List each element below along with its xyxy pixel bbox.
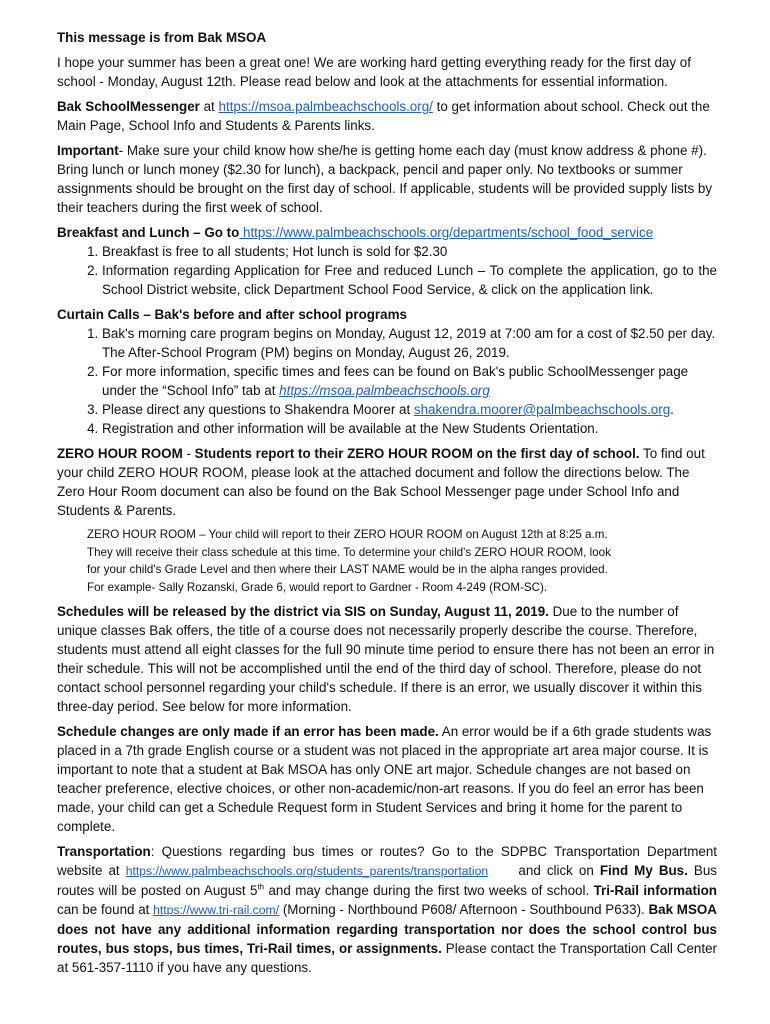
curtain-item-3-text: Please direct any questions to Shakendra Moorer at: [102, 402, 414, 417]
zero-hour-bold: Students report to their ZERO HOUR ROOM on the first day of school.: [194, 446, 640, 461]
zero-hour-quote: [87, 526, 717, 596]
curtain-heading: Curtain Calls – Bak's before and after school programs: [57, 307, 407, 322]
breakfast-item-1: 1. Breakfast is free to all students; Hot lunch is sold for $2.30: [102, 242, 717, 261]
email-link[interactable]: shakendra.moorer@palmbeachschools.org: [413, 402, 671, 417]
schedules-text: Due to the number of unique classes Bak offers, the title of a course does not necessarily properly describe the course. Therefore, students must attend all eight classes for the full 90 minute time period to ensure there has not been an error in their schedule. This will not be accomplished until the end of the third day of school. Therefore, please do not contact school personnel regarding your child's schedule. If there is an error, we usually discover it within this three-day period. See below for more information.: [57, 604, 715, 715]
changes-text: An error would be if a 6th grade students was placed in a 7th grade English course or a student was not placed in the appropriate art area major course. It is important to note that a student at Bak MSOA has only ONE art major. Schedule changes are not based on teacher preference, elective choices, or other non-academic/non-art reasons. If you do feel an error has been made, your child can get a Schedule Request form in Student Services and bring it home for the parent to complete.: [57, 724, 712, 835]
curtain-item-2: [102, 362, 717, 400]
zero-hour-quote-line-3: for your child's Grade Level and then where their LAST NAME would be in the alpha ranges provided.: [87, 563, 608, 577]
zero-hour-quote-line-4: For example- Sally Rozanski, Grade 6, would report to Gardner - Room 4-249 (ROM-SC).: [87, 580, 548, 594]
curtain-item-2-text: For more information, specific times and fees can be found on Bak's public SchoolMessenger page under the “School Info” tab at: [102, 364, 689, 398]
transportation-text-1: : Questions regarding bus times or routes? Go to the SDPBC Transportation Department website at: [57, 844, 717, 879]
intro-paragraph: I hope your summer has been a great one! We are working hard getting everything ready for the first day of school - Monday, August 12th. Please read below and look at the attachments for essential information.: [57, 55, 691, 89]
find-my-bus-label: Find My Bus.: [599, 863, 688, 879]
transportation-paragraph: [57, 842, 717, 977]
messenger-paragraph: [57, 97, 717, 135]
zero-hour-text: To find out your child ZERO HOUR ROOM, please look at the attached document and follow the directions below. The Zero Hour Room document can also be found on the Bak School Messenger page under School Info and Students & Parents.: [57, 446, 705, 518]
msoa-website-link[interactable]: https://msoa.palmbeachschools.org/: [218, 99, 433, 114]
zero-hour-quote-line-2: They will receive their class schedule at this time. To determine your child's ZERO HOUR ROOM, look: [87, 545, 611, 559]
tri-rail-link[interactable]: https://www.tri-rail.com/: [153, 903, 280, 918]
messenger-rest: to get information about school. Check out the Main Page, School Info and Students & Parents links.: [57, 99, 710, 133]
zero-hour-quote-line-1: ZERO HOUR ROOM – Your child will report to their ZERO HOUR ROOM on August 12th at 8:25 a.m.: [87, 528, 608, 541]
schoolmessenger-link[interactable]: https://msoa.palmbeachschools.org: [279, 383, 490, 398]
curtain-item-3-end: .: [670, 402, 674, 417]
curtain-list: [57, 324, 717, 438]
important-paragraph: [57, 141, 717, 217]
document-page: [57, 28, 717, 983]
curtain-item-3: [102, 400, 717, 419]
breakfast-heading-text: Breakfast and Lunch – Go to: [57, 225, 240, 240]
food-service-link[interactable]: https://www.palmbeachschools.org/departments/school_food_service: [239, 225, 654, 240]
transportation-text-6: (Morning - Northbound P608/ Afternoon - Southbound P633).: [279, 902, 649, 918]
transportation-link[interactable]: https://www.palmbeachschools.org/students_parents/transportation: [125, 864, 489, 879]
breakfast-item-2: 2. Information regarding Application for Free and reduced Lunch – To complete the application, go to the School District website, click Department School Food Service, & click on the application link.: [102, 261, 717, 299]
changes-bold: Schedule changes are only made if an error has been made.: [57, 724, 439, 740]
transportation-text-2: and click on: [488, 863, 600, 879]
schedules-paragraph: [57, 602, 717, 716]
messenger-at: at: [199, 99, 219, 114]
transportation-text-4: and may change during the first two weeks of school.: [264, 883, 594, 899]
transportation-text-5: can be found at: [57, 902, 154, 918]
zero-hour-paragraph: [57, 444, 717, 520]
schedules-bold: Schedules will be released by the district via SIS on Sunday, August 11, 2019.: [57, 604, 549, 620]
breakfast-heading: [57, 223, 717, 242]
message-title: This message is from Bak MSOA: [57, 30, 267, 45]
curtain-item-1: 1. Bak's morning care program begins on Monday, August 12, 2019 at 7:00 am for a cost of $2.50 per day. The After-School Program (PM) begins on Monday, August 26, 2019.: [102, 324, 717, 362]
transportation-text-3: Bus routes will be posted on August 5: [57, 863, 717, 899]
ordinal-suffix: th: [257, 882, 265, 892]
zero-hour-sep: -: [182, 446, 195, 461]
important-label: Important: [57, 143, 119, 158]
transportation-label: Transportation: [57, 844, 151, 860]
messenger-label: Bak SchoolMessenger: [57, 99, 200, 114]
important-text: - Make sure your child know how she/he is getting home each day (must know address & phone #). Bring lunch or lunch money ($2.30 for lunch), a backpack, pencil and paper only. No textbooks or summer assignments should be brought on the first day of school. If applicable, students will be provided supply lists by their teachers during the first week of school.: [57, 143, 713, 215]
tri-rail-label: Tri-Rail information: [593, 883, 717, 899]
changes-paragraph: [57, 722, 717, 836]
zero-hour-label: ZERO HOUR ROOM: [57, 446, 183, 461]
transportation-disclaimer: Bak MSOA does not have any additional information regarding transportation nor does the school control bus routes, bus stops, bus times, Tri-Rail times, or assignments.: [57, 902, 717, 957]
transportation-text-7: Please contact the Transportation Call Center at 561-357-1110 if you have any questions.: [57, 941, 717, 976]
curtain-item-4: 4. Registration and other information will be available at the New Students Orientation.: [102, 419, 717, 438]
breakfast-list: [57, 242, 717, 299]
